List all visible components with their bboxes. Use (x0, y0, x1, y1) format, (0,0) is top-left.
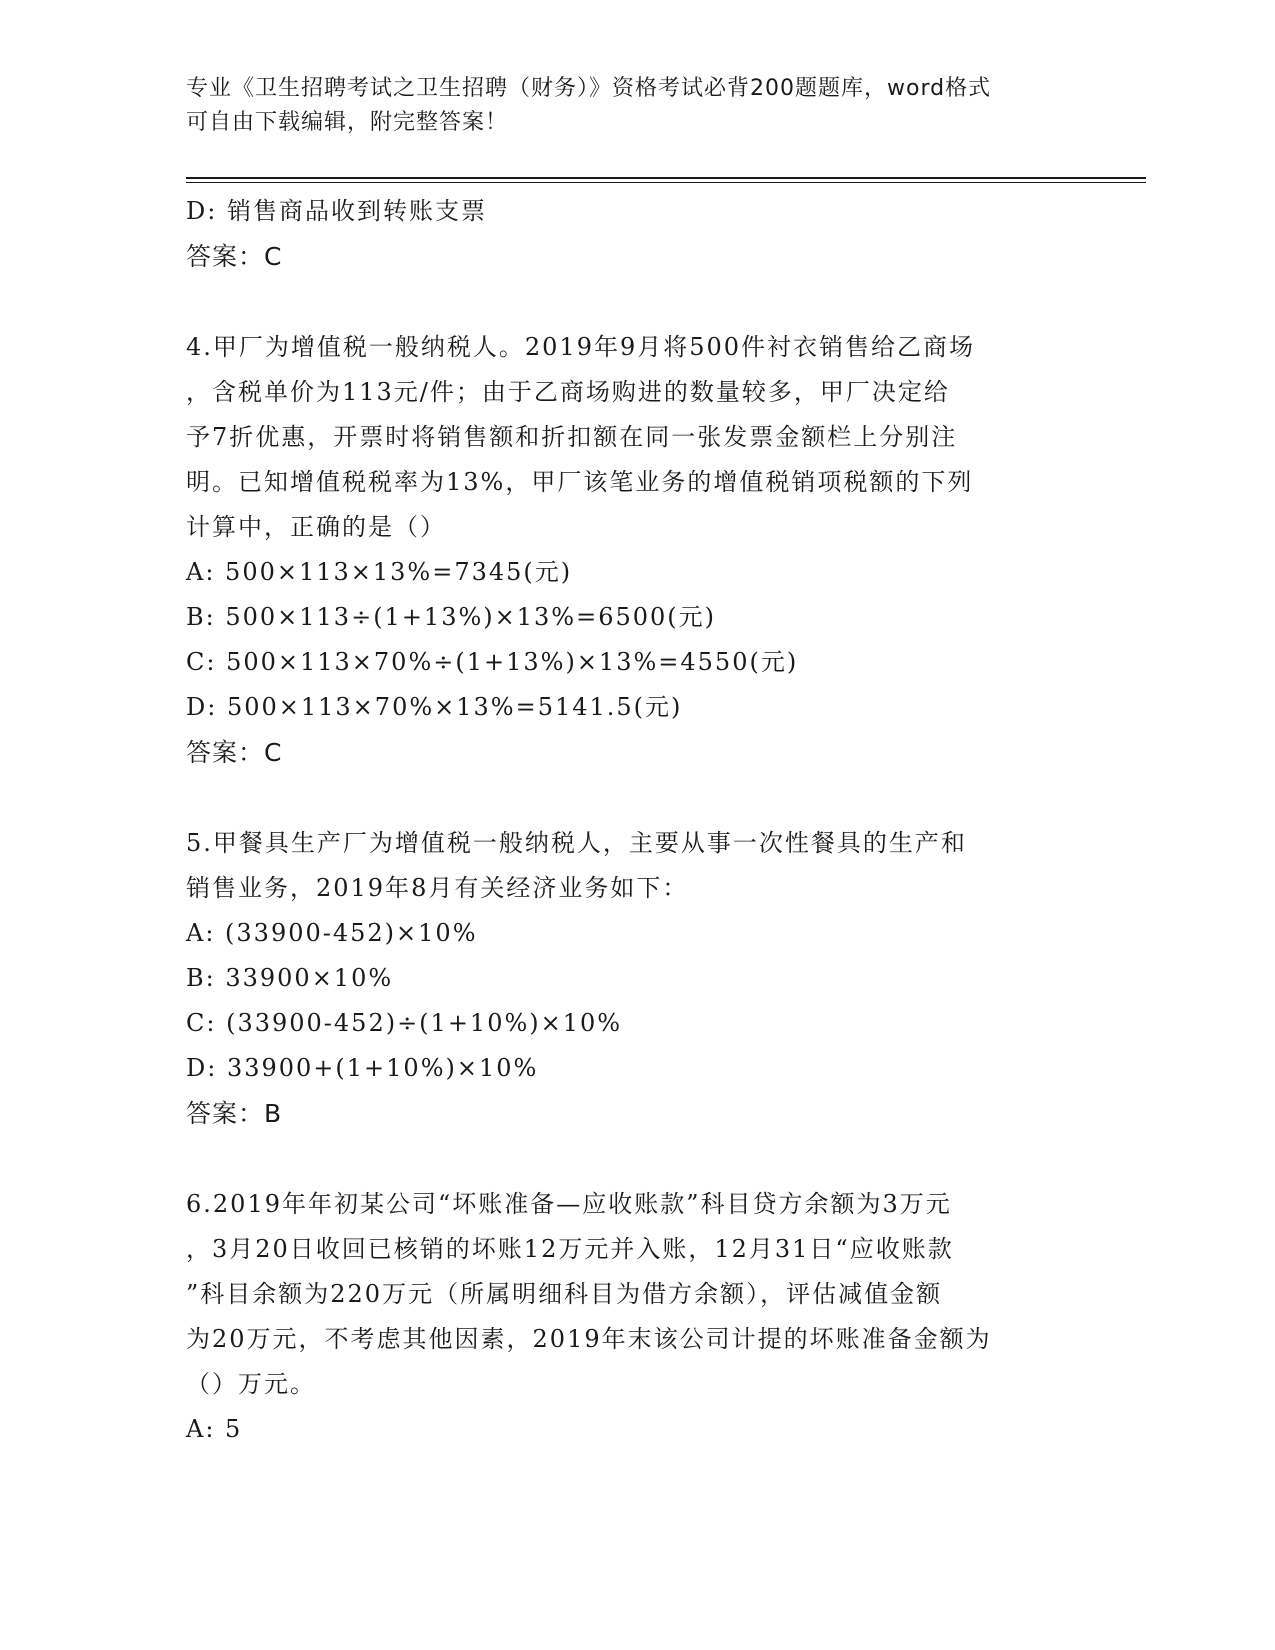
option-a: A: (33900-452)×10% (186, 919, 478, 947)
spacer (186, 775, 1086, 821)
spacer (186, 1136, 1086, 1182)
question-5 (186, 821, 1086, 1136)
question-3-tail (186, 189, 1086, 279)
question-text-line: 销售业务，2019年8月有关经济业务如下： (186, 874, 689, 902)
document-header (186, 72, 1086, 140)
question-text-line: ”科目余额为220万元（所属明细科目为借方余额），评估减值金额 (186, 1280, 943, 1308)
question-text-line: 计算中，正确的是（） (186, 513, 446, 541)
option-d: D: 500×113×70%×13%=5141.5(元) (186, 693, 683, 721)
question-text-line: ，3月20日收回已核销的坏账12万元并入账，12月31日“应收账款 (186, 1235, 954, 1263)
question-text-line: ，含税单价为113元/件；由于乙商场购进的数量较多，甲厂决定给 (186, 378, 950, 406)
header-divider-thin (186, 182, 1146, 183)
question-text-line: 4.甲厂为增值税一般纳税人。2019年9月将500件衬衣销售给乙商场 (186, 333, 976, 361)
question-text-line: （）万元。 (186, 1370, 316, 1398)
option-a: A: 5 (186, 1415, 243, 1443)
question-text-line: 明。已知增值税税率为13%，甲厂该笔业务的增值税销项税额的下列 (186, 468, 974, 496)
option-a: A: 500×113×13%=7345(元) (186, 558, 573, 586)
question-text-line: 6.2019年年初某公司“坏账准备—应收账款”科目贷方余额为3万元 (186, 1190, 952, 1218)
question-6 (186, 1182, 1086, 1452)
option-c: C: (33900-452)÷(1+10%)×10% (186, 1009, 623, 1037)
answer: 答案：C (186, 242, 283, 271)
header-line-1: 专业《卫生招聘考试之卫生招聘（财务）》资格考试必背200题题库，word格式 (186, 76, 992, 101)
option-d: D: 33900+(1+10%)×10% (186, 1054, 539, 1082)
document-body (186, 189, 1086, 1452)
option-c: C: 500×113×70%÷(1+13%)×13%=4550(元) (186, 648, 799, 676)
question-text-line: 5.甲餐具生产厂为增值税一般纳税人，主要从事一次性餐具的生产和 (186, 829, 967, 857)
option-b: B: 33900×10% (186, 964, 394, 992)
header-divider-thick (186, 177, 1146, 179)
question-4 (186, 325, 1086, 775)
answer: 答案：C (186, 738, 283, 767)
option-d: D: 销售商品收到转账支票 (186, 197, 487, 225)
option-b: B: 500×113÷(1+13%)×13%=6500(元) (186, 603, 717, 631)
answer: 答案：B (186, 1099, 283, 1128)
spacer (186, 279, 1086, 325)
question-text-line: 予7折优惠，开票时将销售额和折扣额在同一张发票金额栏上分别注 (186, 423, 958, 451)
header-line-2: 可自由下载编辑，附完整答案！ (186, 110, 509, 135)
question-text-line: 为20万元，不考虑其他因素，2019年末该公司计提的坏账准备金额为 (186, 1325, 992, 1353)
